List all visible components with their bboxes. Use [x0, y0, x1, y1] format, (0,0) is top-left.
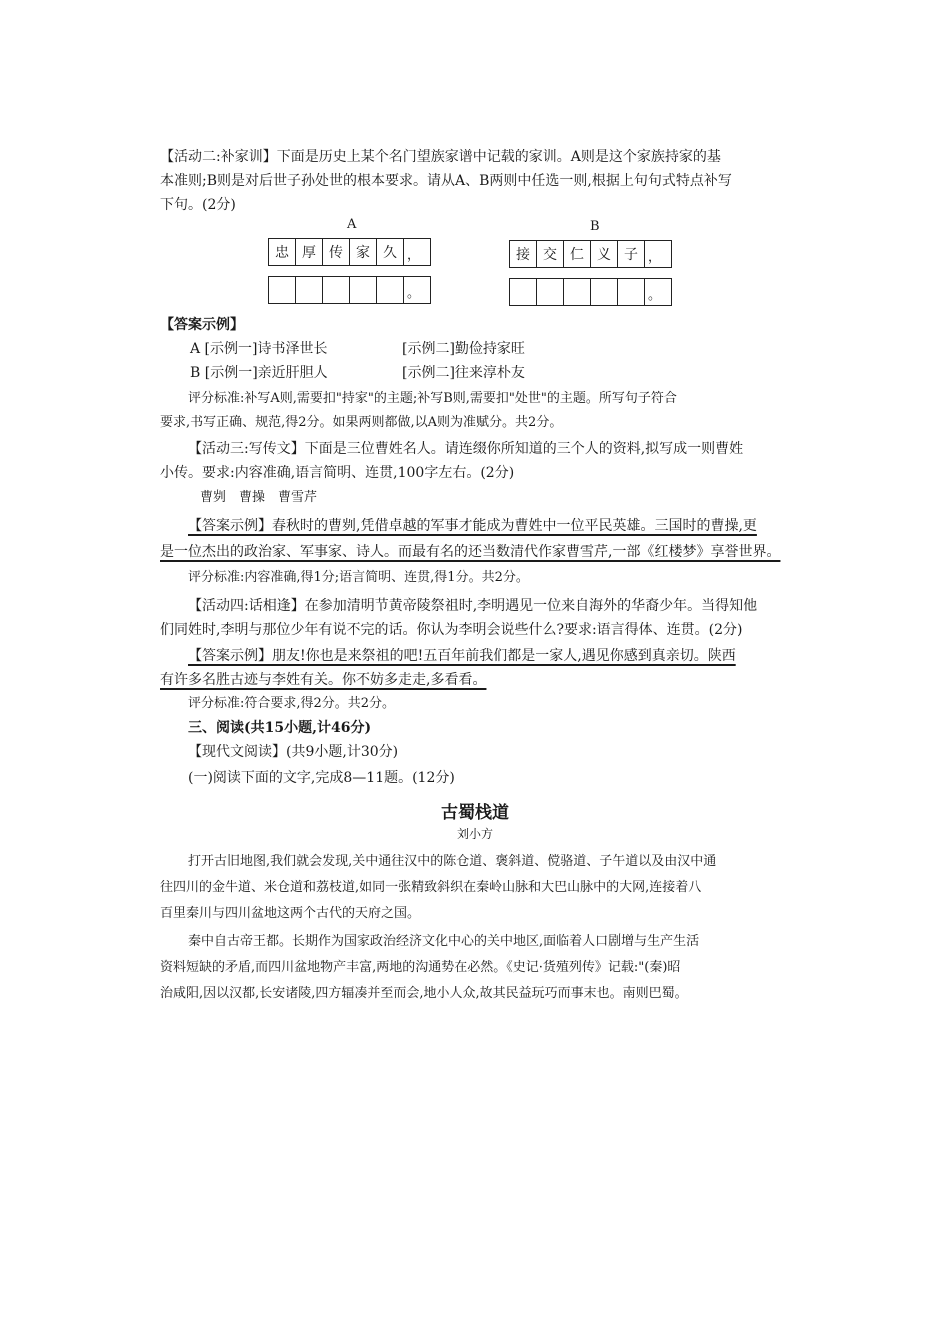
section3-heading: 三、阅读(共15小题,计46分)	[188, 720, 372, 736]
grid-cell: 家	[349, 238, 377, 266]
activity3-criteria: 评分标准:内容准确,得1分;语言简明、连贯,得1分。共2分。	[188, 570, 529, 585]
activity3-line-1: 【活动三:写传文】下面是三位曹姓名人。请连缀你所知道的三个人的资料,拟写成一则曹姓	[188, 441, 744, 457]
label-b: B	[590, 219, 600, 234]
article-p2-line-1: 秦中自古帝王都。长期作为国家政治经济文化中心的关中地区,面临着人口剧增与生产生活	[188, 934, 700, 949]
answer-heading: 【答案示例】	[160, 317, 244, 333]
grid-cell: 交	[536, 240, 564, 268]
activity2-line-1: 【活动二:补家训】下面是历史上某个名门望族家谱中记载的家训。A则是这个家族持家的基	[160, 149, 721, 165]
activity4-criteria: 评分标准:符合要求,得2分。共2分。	[188, 696, 396, 711]
answer-b-example-2: [示例二]往来淳朴友	[402, 365, 525, 381]
grid-cell: 子	[617, 240, 645, 268]
grid-cell: 义	[590, 240, 618, 268]
activity3-answer-2: 是一位杰出的政治家、军事家、诗人。而最有名的还当数清代作家曹雪芹,一部《红楼梦》享誉世界。	[160, 544, 781, 560]
grid-cell-blank	[563, 278, 591, 306]
grid-cell: ，	[403, 238, 431, 266]
activity2-line-3: 下句。(2分)	[160, 197, 236, 213]
activity4-line-1: 【活动四:话相逢】在参加清明节黄帝陵祭祖时,李明遇见一位来自海外的华裔少年。当得知他	[188, 598, 758, 614]
grid-cell: 厚	[295, 238, 323, 266]
activity3-line-2: 小传。要求:内容准确,语言简明、连贯,100字左右。(2分)	[160, 465, 515, 481]
activity4-line-2: 们同姓时,李明与那位少年有说不完的话。你认为李明会说些什么?要求:语言得体、连贯。(2分)	[160, 622, 743, 638]
grid-cell-blank	[376, 276, 404, 304]
grid-cell-blank	[349, 276, 377, 304]
grid-a-bottom	[268, 276, 431, 304]
grid-cell-blank	[590, 278, 618, 306]
activity4-answer-2: 有许多名胜古迹与李姓有关。你不妨多走走,多看看。	[160, 672, 487, 688]
grid-cell-blank	[295, 276, 323, 304]
article-title: 古蜀栈道	[441, 803, 509, 823]
answer-b-example-1: B [示例一]亲近肝胆人	[190, 365, 328, 381]
grid-cell-blank	[617, 278, 645, 306]
grid-cell: 久	[376, 238, 404, 266]
label-a: A	[347, 217, 357, 232]
activity2-line-2: 本准则;B则是对后世子孙处世的根本要求。请从A、B两则中任选一则,根据上句句式特点补写	[160, 173, 732, 189]
section3-part1: (一)阅读下面的文字,完成8—11题。(12分)	[188, 770, 455, 786]
criteria-line-1: 评分标准:补写A则,需要扣"持家"的主题;补写B则,需要扣"处世"的主题。所写句子符合	[188, 391, 677, 406]
grid-cell: 接	[509, 240, 537, 268]
article-p1-line-2: 往四川的金牛道、米仓道和荔枝道,如同一张精致斜织在秦岭山脉和大巴山脉中的大网,连接着八	[160, 880, 702, 895]
article-p1-line-3: 百里秦川与四川盆地这两个古代的天府之国。	[160, 906, 421, 921]
grid-cell-blank	[268, 276, 296, 304]
grid-b-bottom	[509, 278, 672, 306]
grid-cell-blank	[322, 276, 350, 304]
grid-cell: ，	[644, 240, 672, 268]
answer-a-example-1: A [示例一]诗书泽世长	[190, 341, 328, 357]
grid-cell: 传	[322, 238, 350, 266]
grid-cell: 。	[403, 276, 431, 304]
grid-cell-blank	[509, 278, 537, 306]
article-author: 刘小方	[456, 827, 493, 841]
criteria-line-2: 要求,书写正确、规范,得2分。如果两则都做,以A则为准赋分。共2分。	[160, 415, 563, 430]
answer-a-example-2: [示例二]勤俭持家旺	[402, 341, 525, 357]
section3-subheading: 【现代文阅读】(共9小题,计30分)	[188, 744, 399, 760]
article-p2-line-2: 资料短缺的矛盾,而四川盆地物产丰富,两地的沟通势在必然。《史记·货殖列传》记载:"(秦)昭	[160, 960, 681, 975]
activity3-names: 曹刿 曹操 曹雪芹	[200, 490, 318, 505]
grid-cell-blank	[536, 278, 564, 306]
grid-a-top	[268, 238, 431, 266]
grid-cell: 仁	[563, 240, 591, 268]
article-p1-line-1: 打开古旧地图,我们就会发现,关中通往汉中的陈仓道、褒斜道、傥骆道、子午道以及由汉中通	[188, 854, 717, 869]
activity4-answer-1: 【答案示例】朋友!你也是来祭祖的吧!五百年前我们都是一家人,遇见你感到真亲切。陕西	[188, 648, 736, 664]
article-p2-line-3: 治咸阳,因以汉都,长安诸陵,四方辐凑并至而会,地小人众,故其民益玩巧而事末也。南则巴蜀。	[160, 986, 688, 1001]
grid-cell: 。	[644, 278, 672, 306]
grid-cell: 忠	[268, 238, 296, 266]
grid-b-top	[509, 240, 672, 268]
activity3-answer-1: 【答案示例】春秋时的曹刿,凭借卓越的军事才能成为曹姓中一位平民英雄。三国时的曹操,更	[188, 518, 757, 534]
